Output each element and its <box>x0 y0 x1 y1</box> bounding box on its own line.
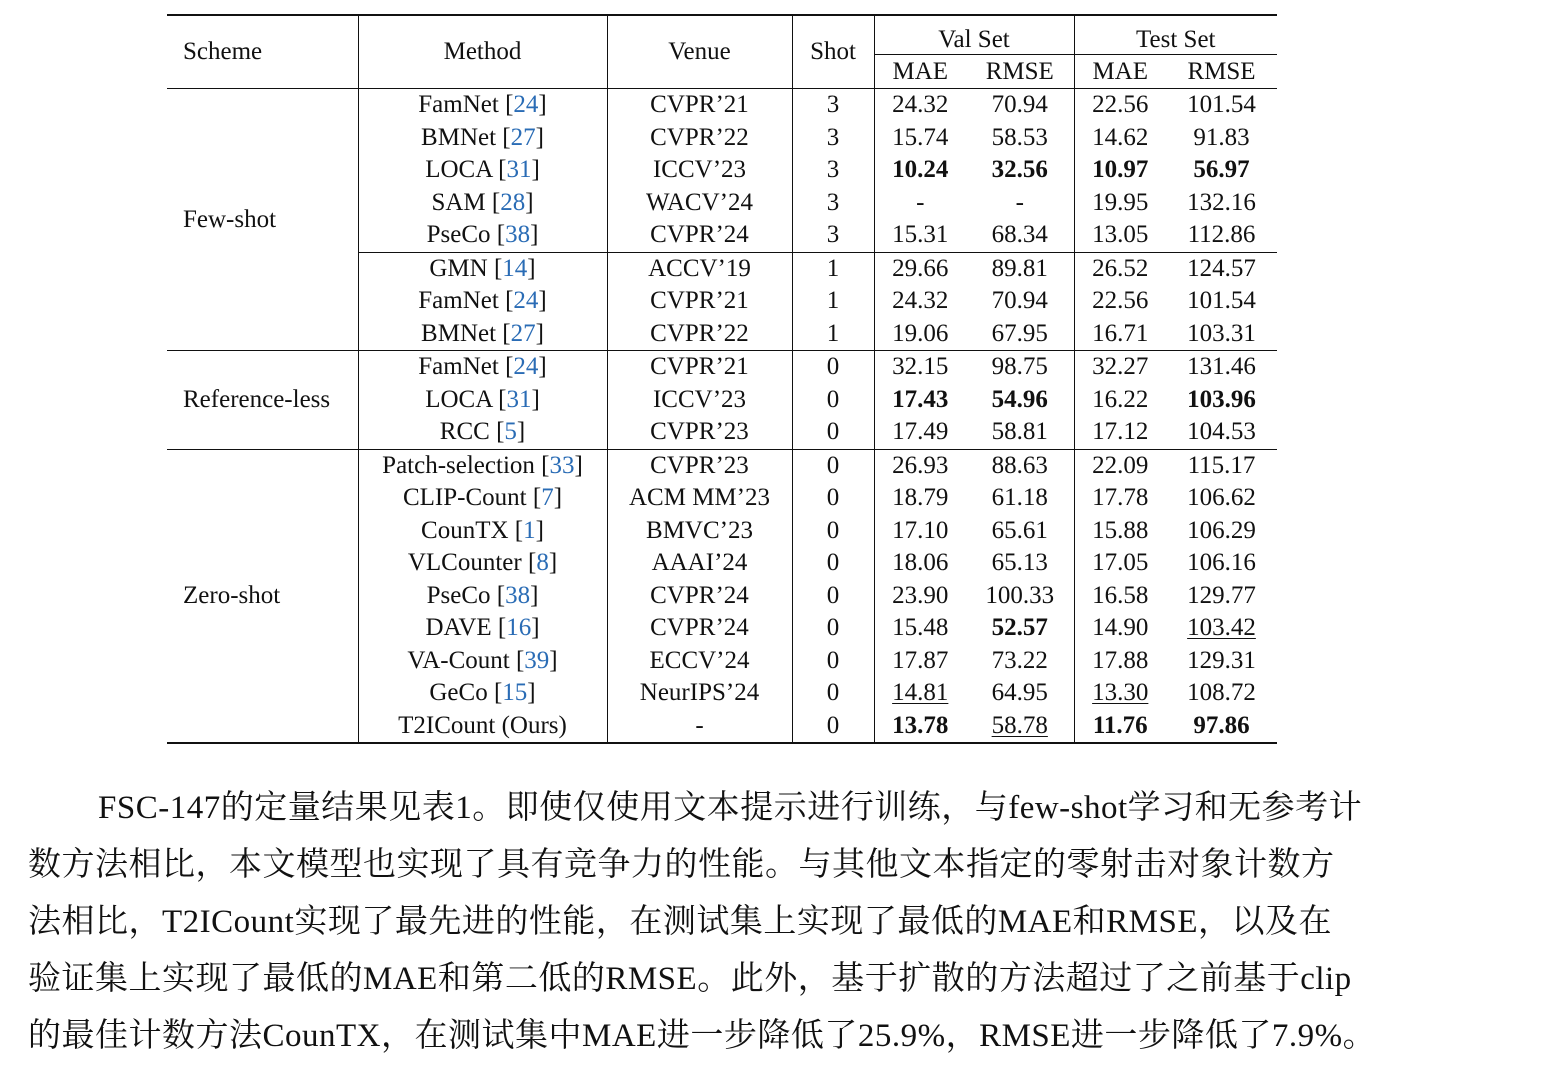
metric-value: 24.32 <box>892 287 949 315</box>
metric-value: 19.06 <box>892 319 949 347</box>
val-mae-cell <box>874 547 966 580</box>
metric-value: 24.32 <box>892 91 949 119</box>
results-table-container <box>167 14 1277 744</box>
method-cell <box>358 710 607 744</box>
metric-value: 124.57 <box>1187 254 1256 282</box>
metric-value: 15.74 <box>892 123 949 151</box>
metric-value: 17.88 <box>1092 646 1149 674</box>
metric-value: 100.33 <box>985 581 1055 609</box>
citation-link[interactable]: 38 <box>505 581 531 609</box>
citation-link[interactable]: 7 <box>541 484 554 512</box>
venue-cell: CVPR’22 <box>607 122 792 155</box>
test-rmse-cell <box>1166 318 1277 351</box>
header-test-rmse: RMSE <box>1187 57 1256 85</box>
citation-link[interactable]: 31 <box>506 156 532 184</box>
val-rmse-cell <box>966 122 1074 155</box>
metric-value: 10.97 <box>1092 156 1149 184</box>
shot-cell: 1 <box>792 252 874 285</box>
test-rmse-cell <box>1166 187 1277 220</box>
method-cell: VA-Count [39] <box>358 645 607 678</box>
venue-cell: ICCV’23 <box>607 154 792 187</box>
header-test-mae: MAE <box>1092 57 1149 85</box>
metric-value: 65.61 <box>991 516 1048 544</box>
method-cell: CLIP-Count [7] <box>358 482 607 515</box>
metric-value: 26.93 <box>892 451 949 479</box>
val-rmse-cell <box>966 89 1074 122</box>
val-mae-cell <box>874 285 966 318</box>
table-row <box>167 449 1277 482</box>
metric-value: 26.52 <box>1092 254 1149 282</box>
method-name: DAVE <box>425 614 492 642</box>
method-name: GMN <box>429 254 488 282</box>
metric-value: 17.87 <box>892 646 949 674</box>
method-name: LOCA <box>425 385 499 413</box>
shot-cell: 0 <box>792 416 874 449</box>
metric-value: - <box>916 188 925 216</box>
test-mae-cell <box>1074 154 1166 187</box>
test-rmse-cell <box>1166 89 1277 122</box>
results-table-body <box>167 89 1277 744</box>
val-rmse-cell <box>966 384 1074 417</box>
metric-value: 23.90 <box>892 581 949 609</box>
citation-link[interactable]: 5 <box>504 418 517 446</box>
header-venue: Venue <box>607 15 792 89</box>
method-name: GeCo <box>429 679 488 707</box>
test-mae-cell <box>1074 515 1166 548</box>
metric-value: 70.94 <box>991 91 1048 119</box>
shot-cell: 0 <box>792 515 874 548</box>
metric-value: 98.75 <box>991 353 1048 381</box>
metric-value: 115.17 <box>1187 451 1256 479</box>
val-rmse-cell <box>966 318 1074 351</box>
val-rmse-cell <box>966 219 1074 252</box>
val-rmse-cell <box>966 187 1074 220</box>
metric-value: 15.31 <box>892 221 949 249</box>
method-name: SAM <box>431 188 486 216</box>
metric-value: 32.56 <box>991 156 1048 184</box>
chinese-paragraph <box>28 780 1523 1065</box>
test-mae-cell <box>1074 645 1166 678</box>
test-rmse-cell <box>1166 384 1277 417</box>
scheme-cell: Reference-less <box>167 351 358 450</box>
val-mae-cell <box>874 384 966 417</box>
method-cell: Patch-selection [33] <box>358 449 607 482</box>
header-method: Method <box>358 15 607 89</box>
val-mae-cell <box>874 449 966 482</box>
metric-value: 32.27 <box>1092 353 1149 381</box>
method-cell: FamNet [24] <box>358 89 607 122</box>
method-cell: FamNet [24] <box>358 351 607 384</box>
metric-value: 88.63 <box>991 451 1048 479</box>
header-val-rmse: RMSE <box>966 55 1074 89</box>
test-mae-cell <box>1074 89 1166 122</box>
paragraph-line: 的最佳计数方法CounTX，在测试集中MAE进一步降低了25.9%，RMSE进一步降低了7.9%。 <box>28 1018 1377 1054</box>
metric-value: 103.31 <box>1187 319 1256 347</box>
test-mae-cell <box>1074 547 1166 580</box>
val-mae-cell <box>874 710 966 744</box>
val-rmse-cell <box>966 351 1074 384</box>
metric-value: 89.81 <box>991 254 1048 282</box>
val-rmse-cell <box>966 677 1074 710</box>
method-cell: DAVE [16] <box>358 612 607 645</box>
paragraph-line: 数方法相比，本文模型也实现了具有竞争力的性能。与其他文本指定的零射击对象计数方 <box>28 847 1335 883</box>
venue-cell: ECCV’24 <box>607 645 792 678</box>
method-name: T2ICount (Ours) <box>398 711 567 739</box>
metric-value: 13.05 <box>1092 221 1149 249</box>
val-rmse-cell <box>966 547 1074 580</box>
method-cell: BMNet [27] <box>358 122 607 155</box>
val-rmse-cell <box>966 285 1074 318</box>
method-name: CounTX <box>421 516 509 544</box>
metric-value: 91.83 <box>1193 123 1250 151</box>
paragraph-text <box>28 780 1523 1065</box>
test-mae-cell <box>1074 122 1166 155</box>
venue-cell: AAAI’24 <box>607 547 792 580</box>
method-cell: CounTX [1] <box>358 515 607 548</box>
shot-cell: 1 <box>792 318 874 351</box>
citation-link[interactable]: 27 <box>510 123 536 151</box>
test-rmse-cell <box>1166 416 1277 449</box>
method-name: FamNet <box>418 353 499 381</box>
method-name: LOCA <box>425 156 492 184</box>
test-rmse-cell <box>1166 122 1277 155</box>
val-mae-cell <box>874 187 966 220</box>
method-cell: PseCo [38] <box>358 219 607 252</box>
metric-value: 22.56 <box>1092 91 1149 119</box>
metric-value: 103.96 <box>1187 385 1256 413</box>
test-mae-cell <box>1074 449 1166 482</box>
method-name: PseCo <box>426 581 491 609</box>
citation-link[interactable]: 24 <box>513 287 539 315</box>
test-rmse-cell <box>1166 580 1277 613</box>
metric-value: 132.16 <box>1187 188 1256 216</box>
val-rmse-cell <box>966 580 1074 613</box>
val-mae-cell <box>874 318 966 351</box>
metric-value: 11.76 <box>1092 711 1148 739</box>
paragraph-line: 验证集上实现了最低的MAE和第二低的RMSE。此外，基于扩散的方法超过了之前基于clip <box>28 961 1352 997</box>
metric-value: 97.86 <box>1193 711 1250 739</box>
venue-cell: - <box>607 710 792 744</box>
metric-value: 58.53 <box>991 123 1048 151</box>
venue-cell: CVPR’21 <box>607 285 792 318</box>
shot-cell: 0 <box>792 482 874 515</box>
metric-value: 17.12 <box>1092 418 1149 446</box>
metric-value: 106.62 <box>1187 484 1256 512</box>
metric-value: 14.81 <box>892 679 949 707</box>
header-val-set: Val Set <box>874 15 1074 55</box>
metric-value: 106.29 <box>1187 516 1256 544</box>
method-cell: RCC [5] <box>358 416 607 449</box>
method-cell: LOCA [31] <box>358 384 607 417</box>
test-rmse-cell <box>1166 612 1277 645</box>
metric-value: 68.34 <box>991 221 1048 249</box>
test-mae-cell <box>1074 612 1166 645</box>
test-mae-cell <box>1074 580 1166 613</box>
citation-link[interactable]: 8 <box>536 549 549 577</box>
val-mae-cell <box>874 351 966 384</box>
shot-cell: 0 <box>792 645 874 678</box>
val-rmse-cell <box>966 416 1074 449</box>
val-mae-cell <box>874 219 966 252</box>
metric-value: 58.81 <box>991 418 1048 446</box>
val-mae-cell <box>874 580 966 613</box>
citation-link[interactable]: 39 <box>524 646 550 674</box>
shot-cell: 3 <box>792 187 874 220</box>
test-rmse-cell <box>1166 252 1277 285</box>
metric-value: 15.48 <box>892 614 949 642</box>
method-cell: VLCounter [8] <box>358 547 607 580</box>
citation-link[interactable]: 24 <box>513 353 539 381</box>
metric-value: 22.56 <box>1092 287 1149 315</box>
metric-value: 22.09 <box>1092 451 1149 479</box>
method-name: VLCounter <box>407 549 522 577</box>
metric-value: 14.62 <box>1092 123 1149 151</box>
val-mae-cell <box>874 515 966 548</box>
venue-cell: ACCV’19 <box>607 252 792 285</box>
citation-link[interactable]: 27 <box>510 319 536 347</box>
shot-cell: 0 <box>792 580 874 613</box>
metric-value: 19.95 <box>1092 188 1149 216</box>
val-mae-cell <box>874 612 966 645</box>
shot-cell: 3 <box>792 122 874 155</box>
citation-link[interactable]: 16 <box>506 614 532 642</box>
metric-value: 67.95 <box>991 319 1048 347</box>
metric-value: 101.54 <box>1187 287 1256 315</box>
method-cell: BMNet [27] <box>358 318 607 351</box>
metric-value: 108.72 <box>1187 679 1256 707</box>
metric-value: 101.54 <box>1187 91 1256 119</box>
method-cell: GMN [14] <box>358 252 607 285</box>
citation-link[interactable]: 1 <box>523 516 536 544</box>
citation-link[interactable]: 15 <box>502 679 528 707</box>
method-name: CLIP-Count <box>402 484 527 512</box>
val-rmse-cell <box>966 645 1074 678</box>
metric-value: 58.78 <box>991 711 1048 739</box>
metric-value: 106.16 <box>1187 549 1256 577</box>
method-name: BMNet <box>421 123 497 151</box>
citation-link[interactable]: 38 <box>505 221 531 249</box>
val-mae-cell <box>874 645 966 678</box>
results-table <box>167 14 1277 744</box>
metric-value: 64.95 <box>991 679 1048 707</box>
test-rmse-cell <box>1166 285 1277 318</box>
venue-cell: ICCV’23 <box>607 384 792 417</box>
paragraph-line: FSC-147的定量结果见表1。即使仅使用文本提示进行训练，与few-shot学习和无参考计 <box>98 790 1363 826</box>
val-rmse-cell <box>966 252 1074 285</box>
method-name: FamNet <box>418 91 499 119</box>
test-mae-cell <box>1074 677 1166 710</box>
venue-cell: NeurIPS’24 <box>607 677 792 710</box>
citation-link[interactable]: 28 <box>500 188 526 216</box>
metric-value: 17.49 <box>892 418 949 446</box>
metric-value: 52.57 <box>991 614 1048 642</box>
metric-value: 56.97 <box>1193 156 1250 184</box>
metric-value: 13.78 <box>892 711 949 739</box>
scheme-cell: Zero-shot <box>167 449 358 743</box>
venue-cell: CVPR’24 <box>607 580 792 613</box>
venue-cell: CVPR’23 <box>607 449 792 482</box>
table-row <box>167 89 1277 122</box>
test-mae-cell <box>1074 285 1166 318</box>
val-rmse-cell <box>966 710 1074 744</box>
metric-value: 17.43 <box>892 385 949 413</box>
shot-cell: 1 <box>792 285 874 318</box>
venue-cell: CVPR’22 <box>607 318 792 351</box>
method-name: Patch-selection <box>382 451 535 479</box>
venue-cell: CVPR’21 <box>607 89 792 122</box>
metric-value: 18.06 <box>892 549 949 577</box>
test-mae-cell <box>1074 252 1166 285</box>
metric-value: 103.42 <box>1187 614 1256 642</box>
shot-cell: 0 <box>792 351 874 384</box>
test-mae-cell <box>1074 710 1166 744</box>
method-name: FamNet <box>418 287 499 315</box>
header-val-mae: MAE <box>892 57 949 85</box>
test-rmse-cell <box>1166 645 1277 678</box>
val-rmse-cell <box>966 515 1074 548</box>
shot-cell: 3 <box>792 89 874 122</box>
test-rmse-cell <box>1166 710 1277 744</box>
shot-cell: 0 <box>792 384 874 417</box>
val-mae-cell <box>874 89 966 122</box>
metric-value: 17.05 <box>1092 549 1149 577</box>
method-name: RCC <box>439 418 490 446</box>
metric-value: 129.77 <box>1187 581 1256 609</box>
shot-cell: 3 <box>792 154 874 187</box>
metric-value: 16.58 <box>1092 581 1149 609</box>
test-rmse-cell <box>1166 449 1277 482</box>
venue-cell: CVPR’23 <box>607 416 792 449</box>
test-rmse-cell <box>1166 219 1277 252</box>
method-cell: GeCo [15] <box>358 677 607 710</box>
metric-value: 131.46 <box>1187 353 1256 381</box>
shot-cell: 3 <box>792 219 874 252</box>
metric-value: 70.94 <box>991 287 1048 315</box>
test-mae-cell <box>1074 351 1166 384</box>
shot-cell: 0 <box>792 449 874 482</box>
scheme-cell: Few-shot <box>167 89 358 351</box>
metric-value: - <box>1015 188 1024 216</box>
metric-value: 16.22 <box>1092 385 1149 413</box>
val-rmse-cell <box>966 612 1074 645</box>
method-name: BMNet <box>421 319 497 347</box>
method-name: PseCo <box>426 221 491 249</box>
test-mae-cell <box>1074 318 1166 351</box>
val-mae-cell <box>874 122 966 155</box>
test-rmse-cell <box>1166 677 1277 710</box>
test-mae-cell <box>1074 187 1166 220</box>
citation-link[interactable]: 33 <box>549 451 575 479</box>
method-cell: LOCA [31] <box>358 154 607 187</box>
metric-value: 10.24 <box>892 156 949 184</box>
venue-cell: BMVC’23 <box>607 515 792 548</box>
test-rmse-cell <box>1166 547 1277 580</box>
metric-value: 17.78 <box>1092 484 1149 512</box>
method-cell: PseCo [38] <box>358 580 607 613</box>
citation-link[interactable]: 24 <box>513 91 539 119</box>
metric-value: 29.66 <box>892 254 949 282</box>
venue-cell: WACV’24 <box>607 187 792 220</box>
header-shot: Shot <box>792 15 874 89</box>
val-rmse-cell <box>966 449 1074 482</box>
paragraph-line: 法相比，T2ICount实现了最先进的性能，在测试集上实现了最低的MAE和RMSE，以及在 <box>28 904 1333 940</box>
val-rmse-cell <box>966 154 1074 187</box>
venue-cell: ACM MM’23 <box>607 482 792 515</box>
shot-cell: 0 <box>792 612 874 645</box>
metric-value: 129.31 <box>1187 646 1256 674</box>
metric-value: 112.86 <box>1187 221 1256 249</box>
test-rmse-cell <box>1166 482 1277 515</box>
test-mae-cell <box>1074 384 1166 417</box>
shot-cell: 0 <box>792 677 874 710</box>
venue-cell: CVPR’21 <box>607 351 792 384</box>
venue-cell: CVPR’24 <box>607 219 792 252</box>
val-mae-cell <box>874 482 966 515</box>
metric-value: 15.88 <box>1092 516 1149 544</box>
venue-cell: CVPR’24 <box>607 612 792 645</box>
citation-link[interactable]: 14 <box>502 254 528 282</box>
header-test-set: Test Set <box>1074 15 1277 55</box>
test-mae-cell <box>1074 482 1166 515</box>
test-rmse-cell <box>1166 154 1277 187</box>
metric-value: 18.79 <box>892 484 949 512</box>
header-scheme: Scheme <box>167 15 358 89</box>
test-rmse-cell <box>1166 351 1277 384</box>
test-rmse-cell <box>1166 515 1277 548</box>
shot-cell: 0 <box>792 710 874 744</box>
method-cell: SAM [28] <box>358 187 607 220</box>
metric-value: 73.22 <box>991 646 1048 674</box>
val-mae-cell <box>874 154 966 187</box>
method-name: VA-Count <box>407 646 510 674</box>
metric-value: 65.13 <box>991 549 1048 577</box>
metric-value: 54.96 <box>991 385 1048 413</box>
metric-value: 104.53 <box>1187 418 1256 446</box>
shot-cell: 0 <box>792 547 874 580</box>
val-mae-cell <box>874 416 966 449</box>
method-cell: FamNet [24] <box>358 285 607 318</box>
val-rmse-cell <box>966 482 1074 515</box>
metric-value: 16.71 <box>1092 319 1149 347</box>
metric-value: 61.18 <box>991 484 1048 512</box>
metric-value: 32.15 <box>892 353 949 381</box>
table-row <box>167 351 1277 384</box>
citation-link[interactable]: 31 <box>506 385 532 413</box>
test-mae-cell <box>1074 416 1166 449</box>
test-mae-cell <box>1074 219 1166 252</box>
metric-value: 14.90 <box>1092 614 1149 642</box>
val-mae-cell <box>874 252 966 285</box>
val-mae-cell <box>874 677 966 710</box>
metric-value: 13.30 <box>1092 679 1149 707</box>
metric-value: 17.10 <box>892 516 949 544</box>
